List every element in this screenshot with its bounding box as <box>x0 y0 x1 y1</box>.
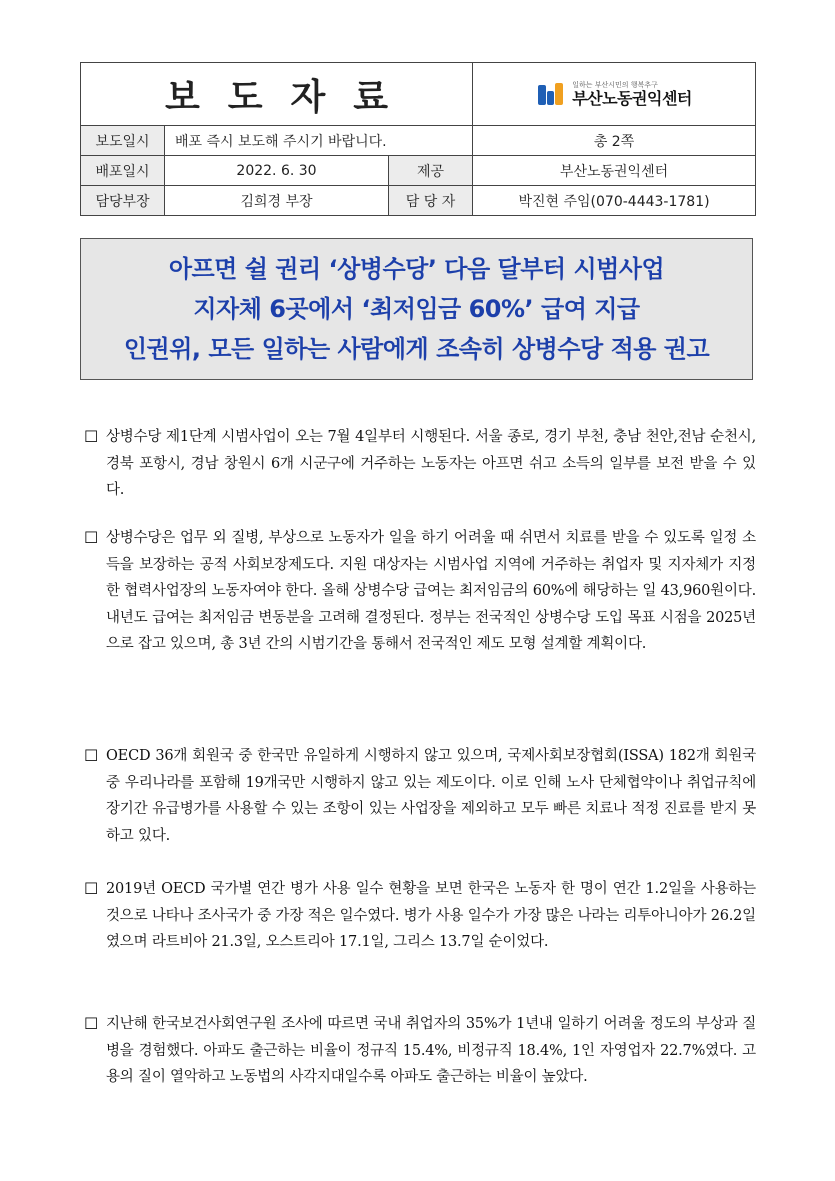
department-head-label: 담당부장 <box>81 186 165 216</box>
page-count: 총 2쪽 <box>473 126 756 156</box>
body-paragraph <box>84 424 756 504</box>
provider-value: 부산노동권익센터 <box>473 156 756 186</box>
contact-person-label: 담 당 자 <box>389 186 473 216</box>
bullet-box-icon: ☐ <box>84 879 99 898</box>
bullet-box-icon: ☐ <box>84 427 99 446</box>
contact-person-value: 박진현 주임(070-4443-1781) <box>473 186 756 216</box>
headline-line-3: 인권위, 모든 일하는 사람에게 조속히 상병수당 적용 권고 <box>123 335 710 363</box>
paragraph-text: 지난해 한국보건사회연구원 조사에 따르면 국내 취업자의 35%가 1년내 일하기 어려울 정도의 부상과 질병을 경험했다. 아파도 출근하는 비율이 정규직 15.4%, 비정규직 18.4%, 1인 자영업자 22.7%였다. 고용의 질이 열악하고 노동법의 사각지대일수록 아파도 출근하는 비율이 높았다. <box>106 1016 756 1085</box>
headline-box <box>80 238 753 380</box>
body-paragraph <box>84 1011 756 1091</box>
body-paragraph <box>84 525 756 658</box>
release-time-label: 보도일시 <box>81 126 165 156</box>
bullet-box-icon: ☐ <box>84 1014 99 1033</box>
paragraph-text: OECD 36개 회원국 중 한국만 유일하게 시행하지 않고 있으며, 국제사회보장협회(ISSA) 182개 회원국 중 우리나라를 포함해 19개국만 시행하지 않고 있는 제도이다. 이로 인해 노사 단체협약이나 취업규칙에 장기간 유급병가를 사용할 수 있는 조항이 있는 사업장을 제외하고 모두 빠른 치료나 적정 진료를 받지 못하고 있다. <box>106 748 756 844</box>
organization-logo <box>473 81 755 107</box>
paragraph-text: 상병수당 제1단계 시범사업이 오는 7월 4일부터 시행된다. 서울 종로, 경기 부천, 충남 천안,전남 순천시, 경북 포항시, 경남 창원시 6개 시군구에 거주하는 노동자는 아프면 쉬고 소득의 일부를 보전 받을 수 있다. <box>106 429 756 498</box>
body-paragraph <box>84 876 756 956</box>
paragraph-text: 상병수당은 업무 외 질병, 부상으로 노동자가 일을 하기 어려울 때 쉬면서 치료를 받을 수 있도록 일정 소득을 보장하는 공적 사회보장제도다. 지원 대상자는 시범사업 지역에 거주하는 취업자 및 지자체가 지정한 협력사업장의 노동자여야 한다. 올해 상병수당 급여는 최저임금의 60%에 해당하는 일 43,960원이다. 내년도 급여는 최저임금 변동분을 고려해 결정된다. 정부는 전국적인 상병수당 도입 목표 시점을 2025년으로 잡고 있으며, 총 3년 간의 시범기간을 통해서 전국적인 제도 모형 설계할 계획이다. <box>106 530 756 652</box>
department-head-value: 김희경 부장 <box>165 186 389 216</box>
body-paragraph <box>84 743 756 849</box>
bullet-box-icon: ☐ <box>84 528 99 547</box>
headline-line-1: 아프면 쉴 권리 ‘상병수당’ 다음 달부터 시범사업 <box>168 255 665 283</box>
press-release-header-table <box>80 62 756 216</box>
headline-line-2: 지자체 6곳에서 ‘최저임금 60%’ 급여 지급 <box>193 295 640 323</box>
busan-labor-logo-icon <box>536 81 566 107</box>
distribution-date-value: 2022. 6. 30 <box>165 156 389 186</box>
distribution-date-label: 배포일시 <box>81 156 165 186</box>
paragraph-text: 2019년 OECD 국가별 연간 병가 사용 일수 현황을 보면 한국은 노동자 한 명이 연간 1.2일을 사용하는 것으로 나타나 조사국가 중 가장 적은 일수였다. 병가 사용 일수가 가장 많은 나라는 리투아니아가 26.2일였으며 라트비아 21.3일, 오스트리아 17.1일, 그리스 13.7일 순이었다. <box>106 881 756 950</box>
logo-cell <box>473 63 756 126</box>
logo-name: 부산노동권익센터 <box>572 88 692 108</box>
logo-tagline: 일하는 부산시민의 행복추구 <box>572 80 658 89</box>
bullet-box-icon: ☐ <box>84 746 99 765</box>
document-title: 보도자료 <box>81 63 473 126</box>
provider-label: 제공 <box>389 156 473 186</box>
release-time-value: 배포 즉시 보도해 주시기 바랍니다. <box>165 126 473 156</box>
